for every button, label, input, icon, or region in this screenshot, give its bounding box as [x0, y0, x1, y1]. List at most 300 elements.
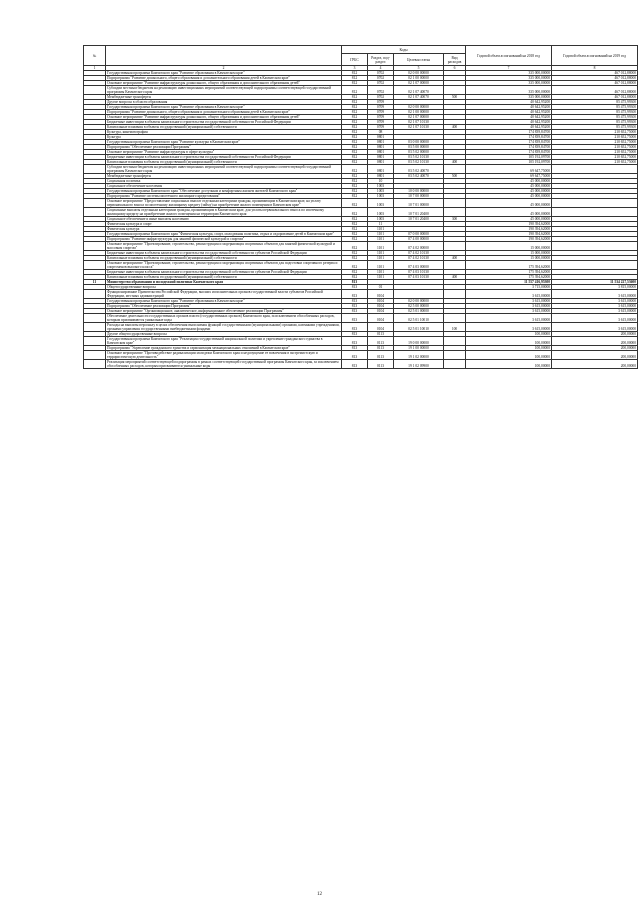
- cell-razdel: 1101: [368, 237, 394, 242]
- cell-name: Основное мероприятие "Предоставление социальных выплат отдельным категориям граждан, проживающим в Камчатском крае, на уплату первоначального взноса по ипотечному жилищному кредиту (займу) на приобретение жилого помещения в Камчатском крае": [106, 199, 342, 208]
- cell-v2019: 85 475,99300: [552, 120, 638, 125]
- cell-razdel: 0702: [368, 95, 394, 100]
- cell-grbs: 812: [342, 261, 368, 270]
- cell-name: Основное мероприятие "Проектирование, строительство, реконструкция и модернизация спортивных объектов для занятий физической культурой и массовым спортом": [106, 242, 342, 251]
- cell-name: Основное мероприятие "Развитие инфраструктуры дошкольного, общего образования и дополнительного образования детей": [106, 81, 342, 86]
- cell-name: Другие общегосударственные вопросы: [106, 332, 342, 337]
- cell-vid: 400: [444, 256, 466, 261]
- cell-ts: 07 4 02 10130: [394, 256, 444, 261]
- cell-ts: 19 0 00 00000: [394, 337, 444, 346]
- cell-v2019: 85 475,99300: [552, 105, 638, 110]
- cell-v2019: 210 652,75000: [552, 160, 638, 165]
- cell-ts: 02 1 07 00000: [394, 115, 444, 120]
- cell-vid: [444, 360, 466, 369]
- cell-v2018: 175 394,62000: [466, 261, 552, 270]
- cell-name: Другие вопросы в области образования: [106, 100, 342, 105]
- cell-v2019: 467 012,88000: [552, 81, 638, 86]
- cell-name: Основное мероприятие "Развитие инфраструктуры дошкольного, общего образования и дополнительного образования детей": [106, 115, 342, 120]
- cell-razdel: 0702: [368, 76, 394, 81]
- cell-v2018: 3 615,00000: [466, 309, 552, 314]
- cell-v2018: 190 394,62000: [466, 232, 552, 237]
- header-codes: Коды: [342, 46, 466, 54]
- cell-v2018: 100,00000: [466, 346, 552, 351]
- cell-v2019: 200,00000: [552, 360, 638, 369]
- cell-razdel: 01: [368, 285, 394, 290]
- cell-v2019: 210 652,75000: [552, 140, 638, 145]
- cell-razdel: 0709: [368, 100, 394, 105]
- table-row: [84, 290, 638, 299]
- cell-name: Общегосударственные вопросы: [106, 285, 342, 290]
- cell-grbs: 812: [342, 242, 368, 251]
- cell-v2018: 190 394,62000: [466, 222, 552, 227]
- cell-razdel: 1101: [368, 270, 394, 275]
- cell-razdel: 0801: [368, 140, 394, 145]
- cell-ts: 07 4 02 00000: [394, 242, 444, 251]
- cell-v2018: 40 642,95200: [466, 120, 552, 125]
- cell-v2018: 3 615,00000: [466, 304, 552, 309]
- cell-grbs: 812: [342, 160, 368, 165]
- cell-no: [84, 360, 106, 369]
- cell-razdel: 0104: [368, 290, 394, 299]
- cell-v2019: [552, 261, 638, 270]
- cell-name: Капитальные вложения в объекты государственной (муниципальной) собственности: [106, 160, 342, 165]
- table-row: [84, 86, 638, 95]
- table-row: [84, 323, 638, 332]
- cell-grbs: 812: [342, 100, 368, 105]
- cell-grbs: 812: [342, 237, 368, 242]
- cell-v2019: 85 475,99300: [552, 125, 638, 130]
- cell-name: Бюджетные инвестиции в объекты капитального строительства государственной собственности субъектов Российской Федерации: [106, 270, 342, 275]
- cell-v2018: 45 000,00000: [466, 199, 552, 208]
- cell-vid: 400: [444, 160, 466, 165]
- cell-name: Подпрограмма "Развитие инфраструктуры для занятий физической культурой и спортом": [106, 237, 342, 242]
- cell-name: Субсидии местным бюджетам на реализацию инвестиционных мероприятий соответствующей подпрограммы соответствующей государственной программы Камчатского края: [106, 165, 342, 174]
- cell-grbs: 812: [342, 110, 368, 115]
- header-no: №: [84, 46, 106, 66]
- cell-razdel: 0104: [368, 299, 394, 304]
- cell-grbs: 812: [342, 184, 368, 189]
- cell-grbs: 812: [342, 251, 368, 256]
- cell-ts: 02 1 07 40070: [394, 95, 444, 100]
- cell-razdel: 0702: [368, 86, 394, 95]
- cell-ts: 02 5 01 10010: [394, 323, 444, 332]
- cell-grbs: 812: [342, 145, 368, 150]
- cell-v2018: 3 615,00000: [466, 290, 552, 299]
- cell-grbs: 813: [342, 351, 368, 360]
- cell-v2019: 85 475,99300: [552, 100, 638, 105]
- cell-razdel: 1101: [368, 251, 394, 256]
- cell-razdel: 10: [368, 179, 394, 184]
- cell-grbs: 812: [342, 76, 368, 81]
- table-row: [84, 337, 638, 346]
- cell-razdel: 0104: [368, 314, 394, 323]
- header-2019: Годовой объем ассигнований на 2019 год: [552, 46, 638, 66]
- cell-v2018: 40 642,95200: [466, 115, 552, 120]
- table-row: [84, 351, 638, 360]
- cell-ts: 02 1 07 10130: [394, 120, 444, 125]
- cell-grbs: 812: [342, 155, 368, 160]
- cell-grbs: 813: [342, 360, 368, 369]
- cell-v2018: 100,00000: [466, 351, 552, 360]
- cell-no: 11: [84, 280, 106, 285]
- cell-name: Бюджетные инвестиции в объекты капитального строительства государственной собственности субъектов Российской Федерации: [106, 251, 342, 256]
- cell-name: Обеспечение деятельности государственных органов власти (государственных органов) Камчатского края, за исключением обособленных расходов, которым присваиваются уникальные коды: [106, 314, 342, 323]
- cell-ts: 10 7 01 20400: [394, 208, 444, 217]
- cell-v2018: 15 000,00000: [466, 251, 552, 256]
- cell-v2019: 3 615,00000: [552, 299, 638, 304]
- cell-razdel: 0801: [368, 155, 394, 160]
- cell-grbs: 812: [342, 95, 368, 100]
- cell-v2018: 174 839,84700: [466, 145, 552, 150]
- cell-grbs: 813: [342, 323, 368, 332]
- cell-v2018: 190 394,62000: [466, 227, 552, 232]
- cell-ts: 02 0 00 00000: [394, 105, 444, 110]
- cell-grbs: 813: [342, 304, 368, 309]
- cell-name: Подпрограмма "Развитие дошкольного, общего образования и дополнительного образования детей в Камчатском крае": [106, 76, 342, 81]
- table-row: [84, 314, 638, 323]
- cell-v2019: 210 652,75000: [552, 150, 638, 155]
- cell-v2019: [552, 165, 638, 174]
- cell-ts: 03 0 00 00000: [394, 140, 444, 145]
- cell-v2018: 174 839,84700: [466, 135, 552, 140]
- cell-ts: 02 5 00 00000: [394, 304, 444, 309]
- cell-v2018: 45 000,00000: [466, 189, 552, 194]
- cell-vid: 500: [444, 174, 466, 179]
- cell-grbs: 812: [342, 71, 368, 76]
- cell-grbs: 812: [342, 120, 368, 125]
- cell-grbs: 813: [342, 332, 368, 337]
- cell-ts: 03 5 02 40070: [394, 165, 444, 174]
- cell-v2018: 3 715,00000: [466, 285, 552, 290]
- cell-razdel: 0709: [368, 120, 394, 125]
- cell-no: [84, 351, 106, 360]
- cell-razdel: 08: [368, 130, 394, 135]
- cell-ts: 10 7 01 00000: [394, 199, 444, 208]
- cell-razdel: 0702: [368, 81, 394, 86]
- cell-no: [84, 314, 106, 323]
- cell-name: Межбюджетные трансферты: [106, 95, 342, 100]
- budget-table-page: [83, 45, 637, 369]
- cell-ts: 07 0 00 00000: [394, 232, 444, 237]
- cell-vid: [444, 165, 466, 174]
- cell-name: Социальное обеспечение населения: [106, 184, 342, 189]
- cell-name: Капитальные вложения в объекты государственной (муниципальной) собственности: [106, 256, 342, 261]
- header-razdel: Раздел, под-раздел: [368, 54, 394, 66]
- cell-v2018: 335 000,00000: [466, 76, 552, 81]
- header-name: [106, 46, 342, 66]
- cell-ts: 10 7 01 20400: [394, 217, 444, 222]
- cell-vid: [444, 208, 466, 217]
- budget-table: [83, 45, 638, 369]
- cell-grbs: 812: [342, 81, 368, 86]
- cell-razdel: 1101: [368, 256, 394, 261]
- cell-razdel: 1003: [368, 189, 394, 194]
- cell-grbs: 813: [342, 309, 368, 314]
- cell-vid: [444, 314, 466, 323]
- cell-ts: 02 1 00 00000: [394, 76, 444, 81]
- cell-razdel: 0702: [368, 71, 394, 76]
- cell-razdel: 1003: [368, 194, 394, 199]
- cell-grbs: 812: [342, 140, 368, 145]
- cell-razdel: 0113: [368, 351, 394, 360]
- cell-grbs: 812: [342, 165, 368, 174]
- cell-name: Физическая культура и спорт: [106, 222, 342, 227]
- header-num: 8: [552, 66, 638, 71]
- cell-v2019: 200,00000: [552, 346, 638, 351]
- cell-razdel: 0801: [368, 160, 394, 165]
- cell-razdel: 0801: [368, 150, 394, 155]
- cell-no: [84, 165, 106, 174]
- cell-grbs: 812: [342, 115, 368, 120]
- cell-grbs: 812: [342, 208, 368, 217]
- cell-ts: 02 1 07 10130: [394, 125, 444, 130]
- cell-name: Бюджетные инвестиции в объекты капитального строительства государственной собственности Российской Федерации: [106, 155, 342, 160]
- cell-v2018: 105 192,09700: [466, 160, 552, 165]
- cell-v2018: 335 000,00000: [466, 81, 552, 86]
- cell-v2018: 40 642,95200: [466, 100, 552, 105]
- cell-name: Капитальные вложения в объекты государственной (муниципальной) собственности: [106, 125, 342, 130]
- cell-no: [84, 261, 106, 270]
- cell-name: Государственная программа Камчатского края "Физическая культура, спорт, молодежная политика, отдых и оздоровление детей в Камчатском крае": [106, 232, 342, 237]
- cell-razdel: 0104: [368, 323, 394, 332]
- cell-v2019: 210 652,75000: [552, 155, 638, 160]
- cell-v2018: 100,00000: [466, 360, 552, 369]
- cell-v2018: 190 394,62000: [466, 237, 552, 242]
- cell-grbs: 812: [342, 232, 368, 237]
- header-num: 2: [106, 66, 342, 71]
- cell-v2019: 200,00000: [552, 351, 638, 360]
- cell-ts: 03 5 02 10130: [394, 160, 444, 165]
- cell-v2018: 45 000,00000: [466, 208, 552, 217]
- cell-v2019: 467 012,88000: [552, 95, 638, 100]
- cell-ts: 07 4 03 00000: [394, 261, 444, 270]
- cell-ts: 10 0 00 00000: [394, 189, 444, 194]
- header-num: 7: [466, 66, 552, 71]
- cell-grbs: 812: [342, 222, 368, 227]
- cell-v2018: 3 615,00000: [466, 314, 552, 323]
- table-row: [84, 199, 638, 208]
- cell-name: Подпрограмма "Укрепление гражданского единства и гармонизация межнациональных отношений в Камчатском крае": [106, 346, 342, 351]
- cell-v2018: 45 000,00000: [466, 184, 552, 189]
- cell-ts: 19 1 02 00000: [394, 351, 444, 360]
- cell-grbs: 813: [342, 285, 368, 290]
- table-row: [84, 208, 638, 217]
- cell-razdel: 11: [368, 222, 394, 227]
- page-number: 12: [317, 892, 322, 897]
- cell-v2018: 40 642,95200: [466, 110, 552, 115]
- cell-name: Функционирование Правительства Российской Федерации, высших исполнительных органов государственной власти субъектов Российской Федерации, местных администраций: [106, 290, 342, 299]
- cell-vid: [444, 86, 466, 95]
- cell-grbs: 812: [342, 270, 368, 275]
- header-num: 6: [444, 66, 466, 71]
- cell-v2019: 200,00000: [552, 332, 638, 337]
- cell-name: Государственная программа Камчатского края "Реализация государственной национальной политики и укрепление гражданского единства в Камчатском крае": [106, 337, 342, 346]
- cell-razdel: 1003: [368, 184, 394, 189]
- cell-grbs: 812: [342, 199, 368, 208]
- cell-ts: 03 5 02 10130: [394, 155, 444, 160]
- cell-name: Социальная политика: [106, 179, 342, 184]
- cell-v2018: 3 615,00000: [466, 299, 552, 304]
- cell-ts: 07 4 03 10130: [394, 275, 444, 280]
- cell-ts: 02 0 00 00000: [394, 71, 444, 76]
- table-body: [84, 71, 638, 369]
- cell-vid: 100: [444, 323, 466, 332]
- cell-razdel: 0801: [368, 135, 394, 140]
- header-num: 1: [84, 66, 106, 71]
- cell-grbs: 813: [342, 337, 368, 346]
- cell-name: Межбюджетные трансферты: [106, 174, 342, 179]
- cell-razdel: 0801: [368, 174, 394, 179]
- cell-vid: 500: [444, 95, 466, 100]
- cell-razdel: 0113: [368, 337, 394, 346]
- cell-ts: 19 1 00 00000: [394, 346, 444, 351]
- cell-grbs: 813: [342, 299, 368, 304]
- cell-razdel: 0113: [368, 360, 394, 369]
- header-vid: Вид расходов: [444, 54, 466, 66]
- cell-v2019: 200,00000: [552, 337, 638, 346]
- cell-name: Физическая культура: [106, 227, 342, 232]
- cell-grbs: 812: [342, 194, 368, 199]
- cell-name: Подпрограмма "Обеспечение реализации Программы": [106, 145, 342, 150]
- cell-name: Социальное обеспечение и иные выплаты населению: [106, 217, 342, 222]
- cell-v2019: 85 475,99300: [552, 110, 638, 115]
- table-row: [84, 242, 638, 251]
- cell-v2019: 467 012,88000: [552, 76, 638, 81]
- cell-name: Государственная программа Камчатского края "Обеспечение доступным и комфортным жильем жителей Камчатского края": [106, 189, 342, 194]
- cell-name: Подпрограмма "Обеспечение реализации Программы": [106, 304, 342, 309]
- cell-no: [84, 208, 106, 217]
- cell-name: Основное мероприятие "Противодействие радикализации молодежи Камчатского края и недопущение ее вовлечения в экстремистскую и террористическую деятельность": [106, 351, 342, 360]
- cell-vid: [444, 199, 466, 208]
- cell-grbs: 812: [342, 174, 368, 179]
- cell-name: Государственная программа Камчатского края "Развитие культуры в Камчатском крае": [106, 140, 342, 145]
- header-num: 3: [342, 66, 368, 71]
- header-num: 4: [368, 66, 394, 71]
- cell-v2019: [552, 242, 638, 251]
- cell-name: Основное мероприятие "Проектирование, строительство, реконструкция и модернизация спортивных объектов для подготовки спортивного резерва и спортсменов высокого класса": [106, 261, 342, 270]
- cell-name: Государственная программа Камчатского края "Развитие образования в Камчатском крае": [106, 71, 342, 76]
- cell-no: [84, 242, 106, 251]
- cell-v2018: 335 000,00000: [466, 95, 552, 100]
- cell-v2018: 15 000,00000: [466, 242, 552, 251]
- cell-razdel: 0709: [368, 110, 394, 115]
- cell-v2018: 174 839,84700: [466, 140, 552, 145]
- cell-no: [84, 337, 106, 346]
- cell-razdel: 0709: [368, 105, 394, 110]
- header-grbs: ГРБС: [342, 54, 368, 66]
- cell-razdel: 0709: [368, 115, 394, 120]
- cell-name: Государственная программа Камчатского края "Развитие образования в Камчатском крае": [106, 299, 342, 304]
- cell-grbs: 812: [342, 179, 368, 184]
- cell-v2018: 174 839,84700: [466, 130, 552, 135]
- cell-grbs: 812: [342, 125, 368, 130]
- cell-grbs: 812: [342, 135, 368, 140]
- cell-grbs: 813: [342, 314, 368, 323]
- cell-no: [84, 323, 106, 332]
- cell-razdel: 1101: [368, 261, 394, 270]
- cell-v2018: 40 642,95200: [466, 105, 552, 110]
- cell-no: [84, 290, 106, 299]
- cell-name: Бюджетные инвестиции в объекты капитального строительства государственной собственности Российской Федерации: [106, 120, 342, 125]
- cell-v2019: 210 652,75000: [552, 145, 638, 150]
- cell-grbs: 812: [342, 86, 368, 95]
- cell-grbs: 813: [342, 346, 368, 351]
- cell-v2019: 467 012,88000: [552, 86, 638, 95]
- cell-razdel: 0801: [368, 165, 394, 174]
- cell-razdel: 1003: [368, 217, 394, 222]
- cell-v2019: 3 615,00000: [552, 314, 638, 323]
- cell-name: Культура: [106, 135, 342, 140]
- cell-grbs: 812: [342, 150, 368, 155]
- cell-ts: 03 5 02 40070: [394, 174, 444, 179]
- cell-name: Министерство образования и молодежной политики Камчатского края: [106, 280, 342, 285]
- cell-razdel: 1101: [368, 275, 394, 280]
- cell-v2019: 210 652,75000: [552, 135, 638, 140]
- cell-ts: 03 5 00 00000: [394, 145, 444, 150]
- table-row: [84, 165, 638, 174]
- cell-v2019: 11 534 227,53600: [552, 280, 638, 285]
- cell-ts: 02 5 01 00000: [394, 309, 444, 314]
- cell-v2018: 175 394,62000: [466, 270, 552, 275]
- cell-ts: 02 0 00 00000: [394, 299, 444, 304]
- cell-razdel: 0104: [368, 309, 394, 314]
- cell-ts: 02 1 07 00000: [394, 81, 444, 86]
- cell-grbs: 813: [342, 290, 368, 299]
- cell-name: Реализация мероприятий соответствующей подпрограммы в рамках соответствующей государственной программы Камчатского края, за исключением обособленных расходов, которым присваиваются уникальные коды: [106, 360, 342, 369]
- cell-v2018: 69 647,75000: [466, 165, 552, 174]
- cell-ts: 07 4 02 10130: [394, 251, 444, 256]
- cell-v2019: 3 615,00000: [552, 290, 638, 299]
- cell-v2019: 3 615,00000: [552, 309, 638, 314]
- cell-grbs: 812: [342, 189, 368, 194]
- cell-no: [84, 86, 106, 95]
- cell-razdel: 0113: [368, 332, 394, 337]
- cell-razdel: 1101: [368, 227, 394, 232]
- cell-v2019: [552, 208, 638, 217]
- cell-razdel: 0801: [368, 145, 394, 150]
- cell-grbs: 813: [342, 280, 368, 285]
- cell-razdel: 1101: [368, 242, 394, 251]
- cell-v2018: 15 000,00000: [466, 256, 552, 261]
- cell-grbs: 812: [342, 105, 368, 110]
- cell-name: Капитальные вложения в объекты государственной (муниципальной) собственности: [106, 275, 342, 280]
- cell-ts: [394, 290, 444, 299]
- cell-v2019: 467 012,88000: [552, 71, 638, 76]
- cell-ts: 07 4 00 00000: [394, 237, 444, 242]
- header-tselevaya: Целевая статья: [394, 54, 444, 66]
- header-2018: Годовой объем ассигнований на 2018 год: [466, 46, 552, 66]
- cell-name: Подпрограмма "Развитие системы ипотечного жилищного кредитования": [106, 194, 342, 199]
- header-num: 5: [394, 66, 444, 71]
- cell-name: Субсидии местным бюджетам на реализацию инвестиционных мероприятий соответствующей подпрограммы соответствующей государственной программы Камчатского края: [106, 86, 342, 95]
- cell-v2018: 105 192,09700: [466, 155, 552, 160]
- cell-ts: 02 1 00 00000: [394, 110, 444, 115]
- cell-grbs: 812: [342, 256, 368, 261]
- cell-v2018: 3 615,00000: [466, 323, 552, 332]
- cell-razdel: 0709: [368, 125, 394, 130]
- cell-v2018: 100,00000: [466, 337, 552, 346]
- cell-ts: 07 4 03 10130: [394, 270, 444, 275]
- cell-v2018: 40 642,95200: [466, 125, 552, 130]
- cell-grbs: 812: [342, 217, 368, 222]
- cell-ts: 03 5 02 00000: [394, 150, 444, 155]
- cell-v2019: 85 475,99300: [552, 115, 638, 120]
- table-row: [84, 360, 638, 369]
- cell-vid: [444, 242, 466, 251]
- table-row: [84, 261, 638, 270]
- cell-v2019: 3 815,00000: [552, 285, 638, 290]
- cell-v2018: 45 000,00000: [466, 217, 552, 222]
